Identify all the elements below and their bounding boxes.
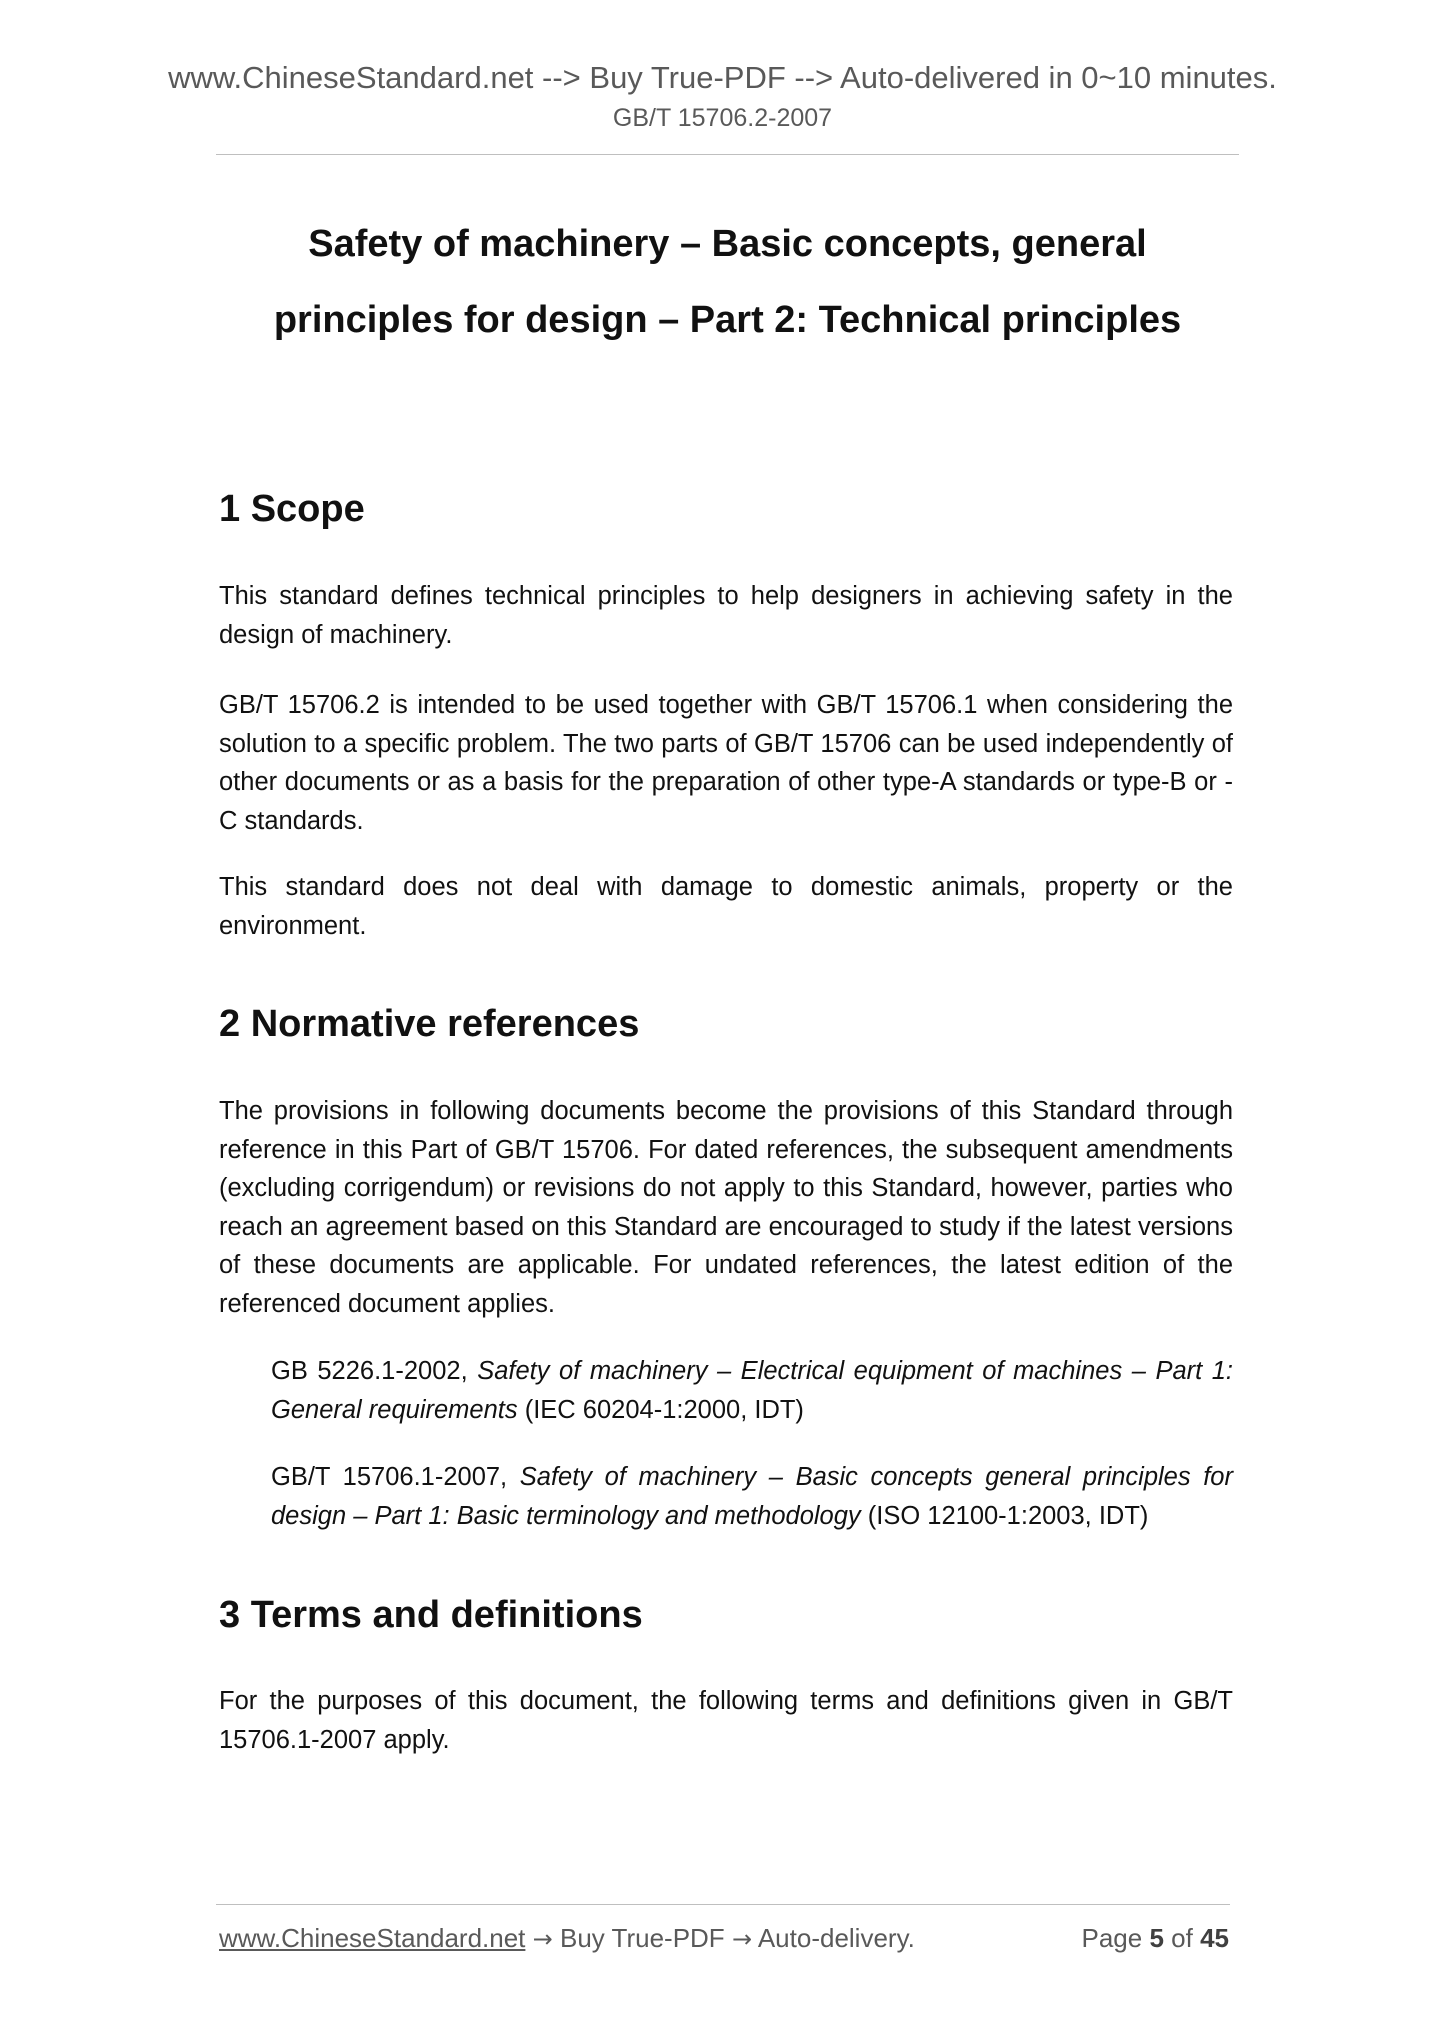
reference-equivalence: (ISO 12100-1:2003, IDT): [860, 1501, 1149, 1530]
document-title: [216, 206, 1239, 358]
reference-title: Safety of machinery – Electrical equipment of machines – Part 1: General requirements: [271, 1357, 1234, 1424]
document-title-line-1: Safety of machinery – Basic concepts, general: [308, 223, 1147, 265]
document-title-line-2: principles for design – Part 2: Technical principles: [273, 299, 1182, 341]
page-total: 45: [1200, 1923, 1229, 1953]
normative-references-paragraph: The provisions in following documents become the provisions of this Standard through reference in this Part of GB/T 15706. For dated references, the subsequent amendments (excluding corrigendum) or revisions do not apply to this Standard, however, parties who reach an agreement based on this Standard are encouraged to study if the latest versions of these documents are applicable. For undated references, the latest edition of the referenced document applies.: [219, 1097, 1233, 1318]
reference-title: Safety of machinery – Basic concepts general principles for design – Part 1: Basic terminology and methodology: [271, 1463, 1233, 1530]
footer-divider: [216, 1904, 1230, 1905]
scope-paragraph-1: This standard defines technical principles to help designers in achieving safety in the design of machinery.: [219, 582, 1233, 649]
header-standard-code: GB/T 15706.2-2007: [612, 104, 833, 132]
footer-delivery-text: Auto-delivery.: [757, 1923, 915, 1953]
footer-promo: [219, 1920, 915, 1957]
header-divider: [216, 154, 1239, 155]
arrow-right-icon: →: [532, 1925, 553, 1953]
page-of-label: of: [1171, 1923, 1193, 1953]
page-header: [0, 58, 1445, 136]
footer-buy-text: Buy True-PDF: [559, 1923, 725, 1953]
scope-paragraph-3: This standard does not deal with damage to domestic animals, property or the environment.: [219, 873, 1233, 940]
scope-paragraph-2: GB/T 15706.2 is intended to be used together with GB/T 15706.1 when considering the solution to a specific problem. The two parts of GB/T 15706 can be used independently of other documents or as a basis for the preparation of other type-A standards or type-B or -C standards.: [219, 691, 1233, 835]
page-label: Page: [1081, 1923, 1143, 1953]
reference-item: [271, 1458, 1233, 1535]
header-banner: www.ChineseStandard.net --> Buy True-PDF --> Auto-delivered in 0~10 minutes.: [168, 60, 1277, 95]
footer-site-link[interactable]: www.ChineseStandard.net: [219, 1923, 526, 1953]
reference-item: [271, 1352, 1233, 1429]
reference-code: GB/T 15706.1-2007,: [271, 1463, 520, 1491]
section-heading-scope: 1 Scope: [219, 488, 365, 530]
page-number: 5: [1149, 1923, 1164, 1953]
reference-equivalence: (IEC 60204-1:2000, IDT): [517, 1395, 804, 1424]
section-heading-normative-references: 2 Normative references: [219, 1003, 640, 1045]
reference-code: GB 5226.1-2002,: [271, 1357, 478, 1385]
arrow-right-icon: →: [731, 1925, 753, 1953]
page-indicator: [1081, 1920, 1229, 1956]
section-heading-terms-and-definitions: 3 Terms and definitions: [219, 1594, 643, 1636]
terms-paragraph: For the purposes of this document, the following terms and definitions given in GB/T 15706.1-2007 apply.: [219, 1687, 1233, 1754]
